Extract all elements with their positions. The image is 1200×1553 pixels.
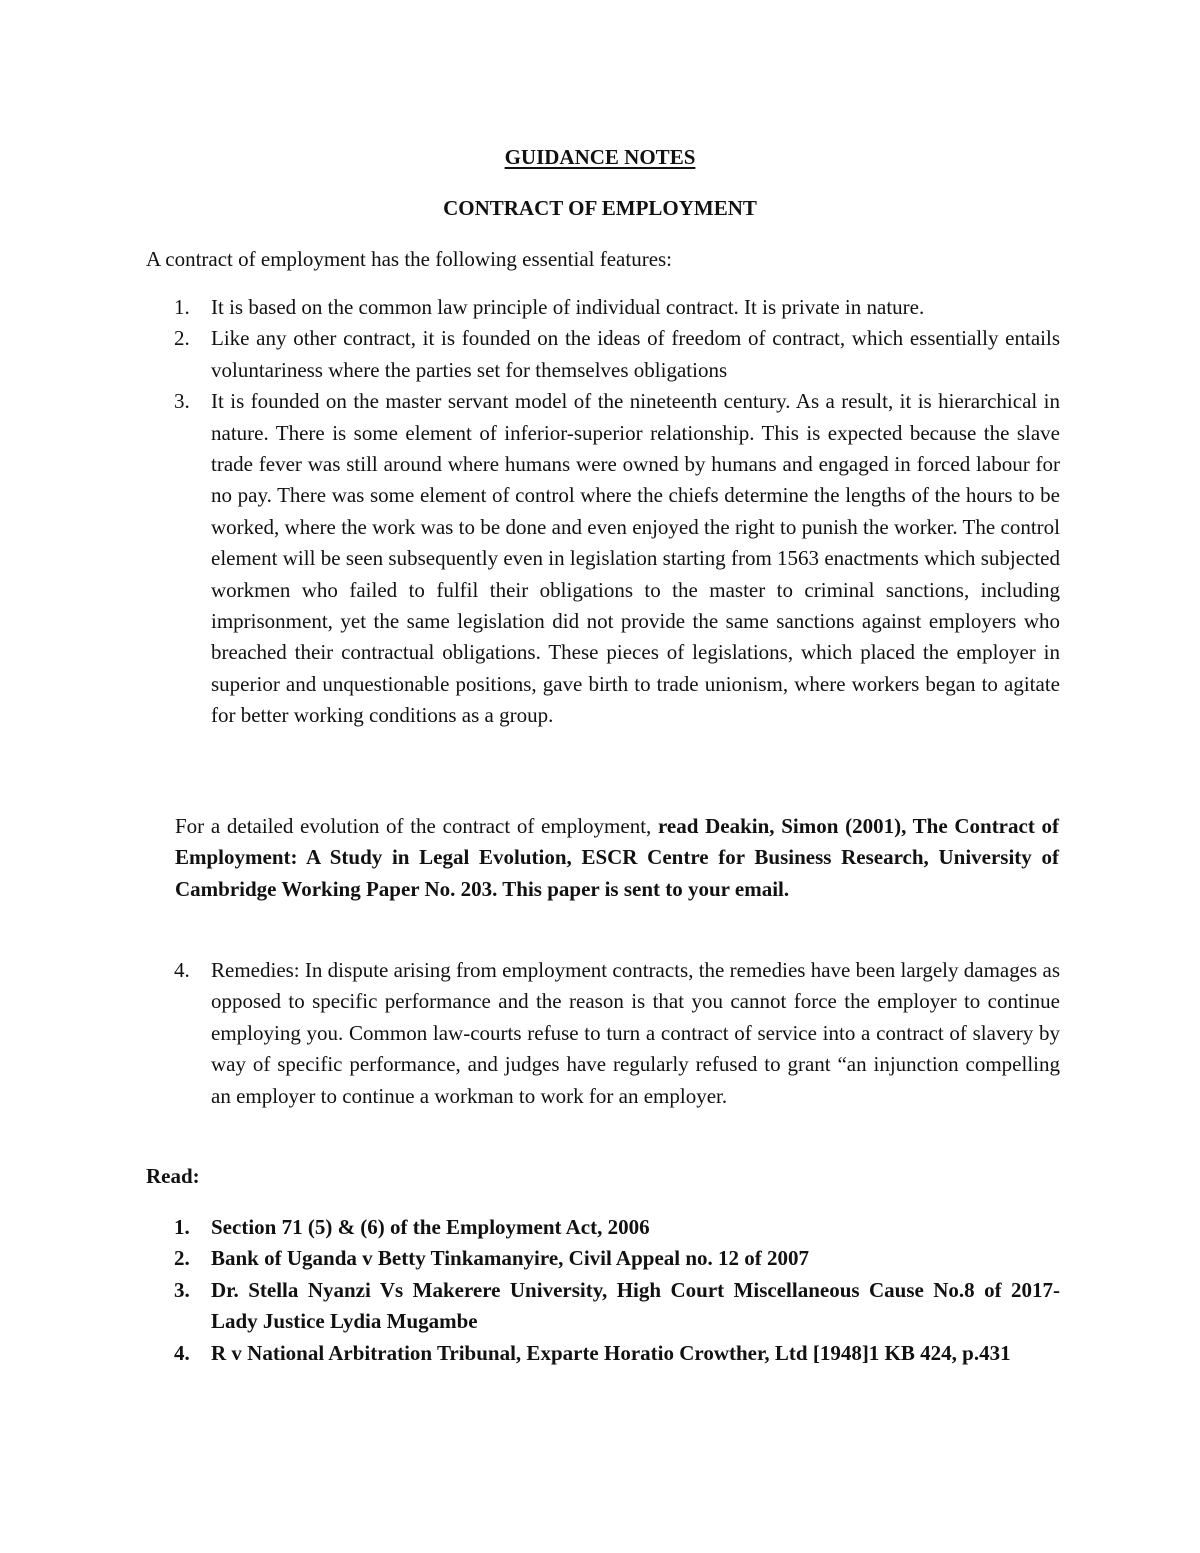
list-item — [146, 386, 1060, 731]
list-item-text: Remedies: In dispute arising from employment contracts, the remedies have been largely damages as opposed to specific performance and the reason is that you cannot force the employer to continue employing you. Common law-courts refuse to turn a contract of service into a contract of slavery by way of specific performance, and judges have regularly refused to grant “an injunction compelling an employer to continue a workman to work for an employer. — [211, 958, 1060, 1108]
page-title: GUIDANCE NOTES — [504, 145, 696, 169]
reading-item-text: Bank of Uganda v Betty Tinkamanyire, Civil Appeal no. 12 of 2007 — [211, 1246, 810, 1271]
list-number: 2. — [174, 326, 190, 351]
reading-list-item — [146, 1338, 1060, 1369]
reading-list-item — [146, 1243, 1060, 1274]
reading-item-text: Dr. Stella Nyanzi Vs Makerere University, High Court Miscellaneous Cause No.8 of 2017- Lady Justice Lydia Mugambe — [211, 1277, 1060, 1334]
read-label: Read: — [146, 1164, 200, 1188]
list-number: 4. — [174, 1340, 190, 1365]
list-item — [146, 955, 1060, 1112]
list-number: 2. — [174, 1246, 190, 1271]
features-list-continued — [146, 955, 1060, 1112]
intro-text: A contract of employment has the following essential features: — [146, 247, 673, 271]
features-list — [146, 292, 1060, 732]
list-item — [146, 323, 1060, 386]
list-item — [146, 292, 1060, 323]
reading-list-item — [146, 1275, 1060, 1338]
reading-item-text: R v National Arbitration Tribunal, Exparte Horatio Crowther, Ltd [1948]1 KB 424, p.431 — [211, 1340, 1011, 1365]
reading-paragraph — [175, 811, 1059, 905]
list-number: 4. — [174, 958, 190, 982]
list-number: 3. — [174, 389, 190, 414]
reading-paragraph-plain: For a detailed evolution of the contract of employment, — [175, 814, 658, 838]
reading-list — [146, 1212, 1060, 1369]
list-item-text: Like any other contract, it is founded on the ideas of freedom of contract, which essentially entails voluntariness where the parties set for themselves obligations — [211, 326, 1060, 382]
list-number: 1. — [174, 1215, 190, 1239]
list-number: 1. — [174, 295, 190, 319]
list-item-text: It is based on the common law principle of individual contract. It is private in nature. — [211, 295, 925, 319]
reading-item-text: Section 71 (5) & (6) of the Employment Act, 2006 — [211, 1215, 650, 1239]
reading-paragraph-bold: read Deakin, Simon (2001), The Contract of Employment: A Study in Legal Evolution, ESCR Centre for Business Research, University of Cambridge Working Paper No. 203. This paper is sent to your email. — [175, 814, 1060, 901]
page-subtitle: CONTRACT OF EMPLOYMENT — [443, 196, 757, 220]
list-number: 3. — [174, 1277, 190, 1302]
list-item-text: It is founded on the master servant model of the nineteenth century. As a result, it is hierarchical in nature. There is some element of inferior-superior relationship. This is expected because the slave trade fever was still around where humans were owned by humans and engaged in forced labour for no pay. There was some element of control where the chiefs determine the lengths of the hours to be worked, where the work was to be done and even enjoyed the right to punish the worker. The control element will be seen subsequently even in legislation starting from 1563 enactments which subjected workmen who failed to fulfil their obligations to the master to criminal sanctions, including imprisonment, yet the same legislation did not provide the same sanctions against employers who breached their contractual obligations. These pieces of legislations, which placed the employer in superior and unquestionable positions, gave birth to trade unionism, where workers began to agitate for better working conditions as a group. — [211, 389, 1060, 728]
reading-list-item — [146, 1212, 1060, 1243]
